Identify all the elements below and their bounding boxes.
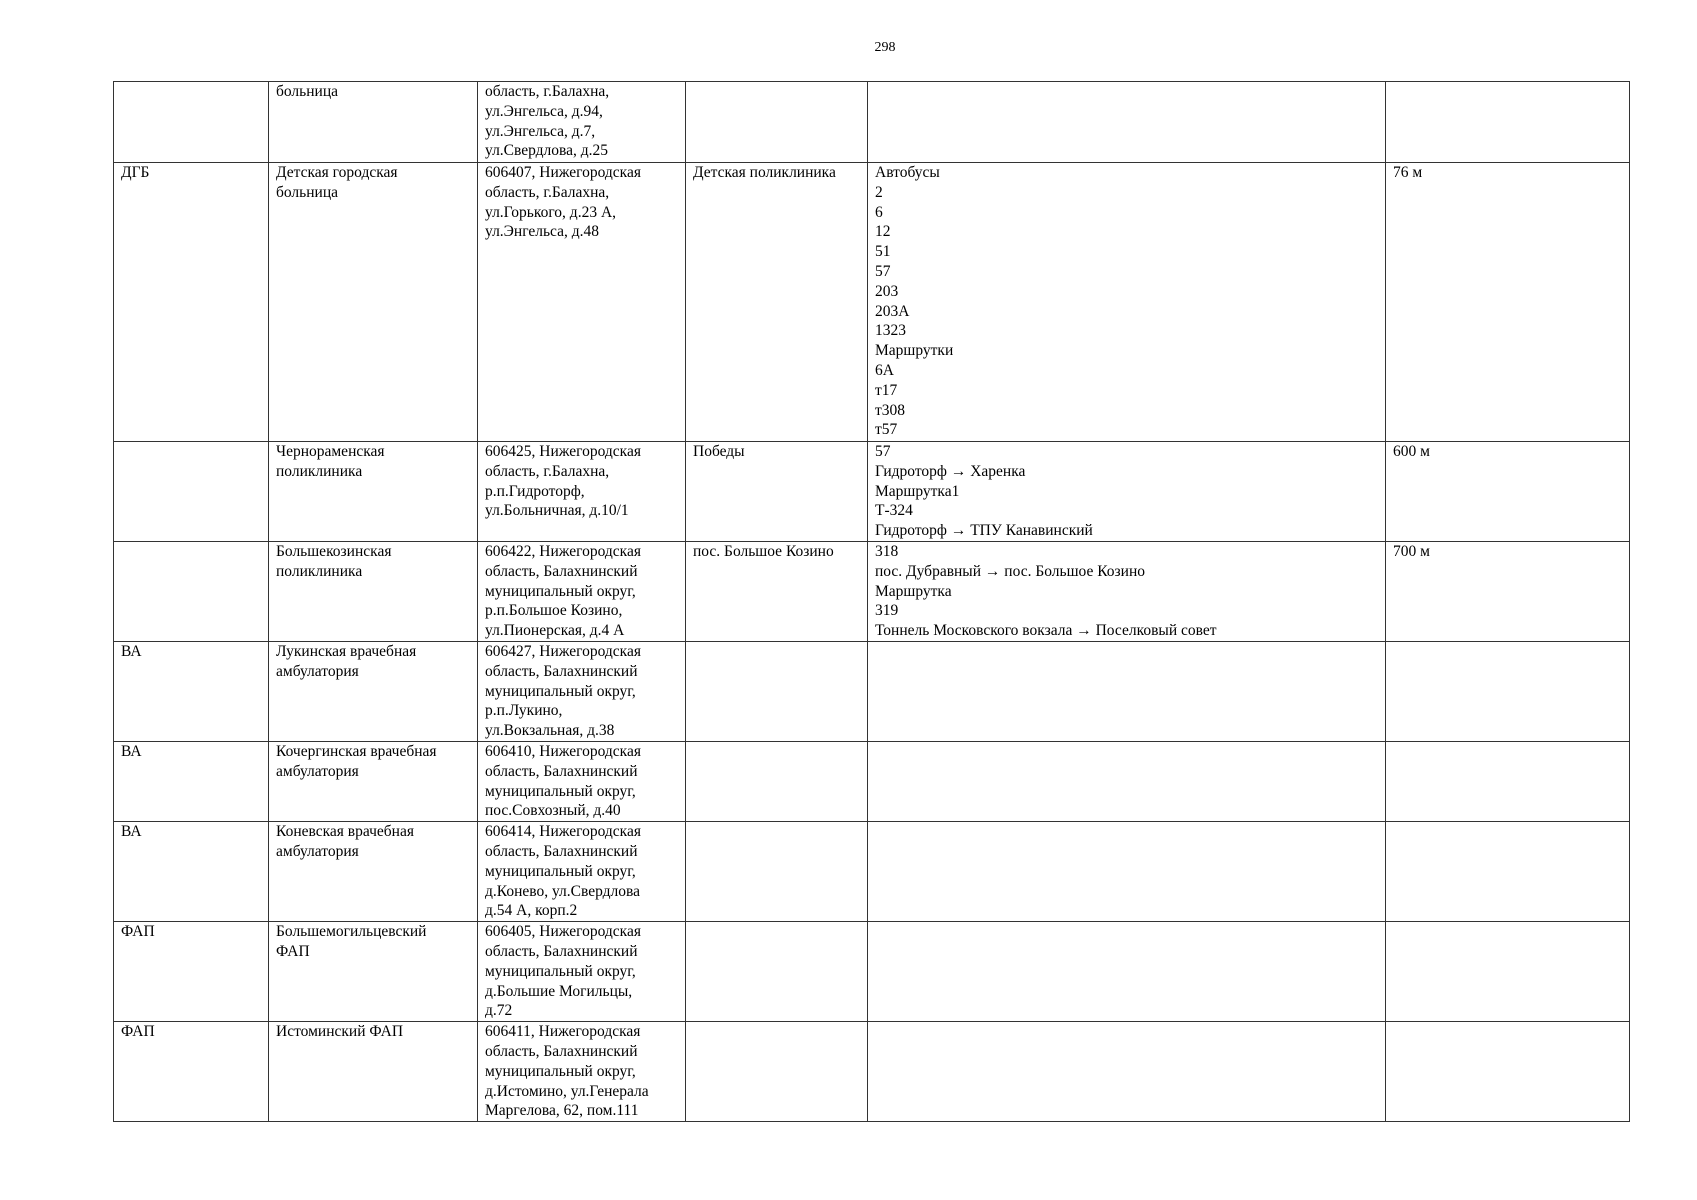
- transport-routes-line: 319: [875, 602, 899, 620]
- transport-routes-line: Гидроторф → ТПУ Канавинский: [875, 522, 1093, 540]
- table-row: [114, 922, 1630, 1022]
- bus-stop-cell: пос. Большое Козино: [686, 541, 868, 641]
- facility-address-line: муниципальный округ,: [485, 862, 636, 880]
- facility-address-line: муниципальный округ,: [485, 682, 636, 700]
- facility-name-cell: [269, 822, 478, 922]
- bus-stop-cell: [686, 741, 868, 821]
- facility-name-line: поликлиника: [276, 462, 363, 480]
- transport-routes-line: 318: [875, 542, 899, 560]
- facility-name-line: Кочергинская врачебная: [276, 742, 437, 760]
- facility-address-line: муниципальный округ,: [485, 962, 636, 980]
- table-row: [114, 1022, 1630, 1122]
- facility-name-line: амбулатория: [276, 662, 359, 680]
- distance-cell: 700 м: [1386, 541, 1630, 641]
- facility-address-cell: [478, 641, 686, 741]
- facility-name-line: больница: [276, 83, 338, 100]
- transport-routes-line: 57: [875, 443, 891, 460]
- bus-stop-cell: [686, 822, 868, 922]
- facility-name-cell: [269, 922, 478, 1022]
- facility-code-cell: ФАП: [114, 1022, 269, 1122]
- facility-name-line: ФАП: [276, 942, 310, 960]
- transport-routes-line: т57: [875, 421, 898, 439]
- table-row: [114, 442, 1630, 542]
- facility-address-line: 606427, Нижегородская: [485, 642, 641, 660]
- distance-cell: [1386, 1022, 1630, 1122]
- facility-address-line: область, г.Балахна,: [485, 83, 610, 100]
- facility-address-line: 606411, Нижегородская: [485, 1023, 641, 1041]
- facility-name-cell: [269, 163, 478, 442]
- bus-stop-cell: Детская поликлиника: [686, 163, 868, 442]
- table-row: [114, 541, 1630, 641]
- facility-code-cell: ВА: [114, 822, 269, 922]
- facility-name-line: Лукинская врачебная: [276, 642, 417, 660]
- facility-address-line: ул.Больничная, д.10/1: [485, 502, 629, 520]
- facility-name-cell: [269, 442, 478, 542]
- facility-name-line: Чернораменская: [276, 443, 385, 460]
- facility-name-line: амбулатория: [276, 842, 359, 860]
- facility-address-cell: [478, 1022, 686, 1122]
- facility-name-line: Коневская врачебная: [276, 823, 414, 841]
- transport-routes-line: т17: [875, 381, 898, 399]
- facility-address-line: ул.Энгельса, д.7,: [485, 122, 596, 140]
- transport-routes-cell: [868, 1022, 1386, 1122]
- facility-address-line: муниципальный округ,: [485, 1062, 636, 1080]
- facility-code-cell: ДГБ: [114, 163, 269, 442]
- facility-address-line: область, Балахнинский: [485, 1042, 638, 1060]
- facility-name-line: Детская городская: [276, 164, 398, 181]
- bus-stop-cell: [686, 922, 868, 1022]
- facility-address-line: 606422, Нижегородская: [485, 542, 641, 560]
- transport-routes-cell: [868, 822, 1386, 922]
- table-row: [114, 741, 1630, 821]
- facility-address-line: р.п.Большое Козино,: [485, 602, 623, 620]
- distance-cell: [1386, 741, 1630, 821]
- facility-name-cell: [269, 82, 478, 163]
- facility-address-line: ул.Вокзальная, д.38: [485, 722, 615, 740]
- transport-routes-line: 57: [875, 262, 891, 280]
- transport-routes-cell: [868, 541, 1386, 641]
- distance-cell: [1386, 641, 1630, 741]
- facility-address-line: 606414, Нижегородская: [485, 823, 641, 841]
- facility-name-cell: [269, 641, 478, 741]
- facility-address-line: д.54 А, корп.2: [485, 902, 578, 920]
- facility-address-cell: [478, 163, 686, 442]
- facility-name-line: Большемогильцевский: [276, 923, 427, 941]
- transport-routes-line: Маршрутки: [875, 342, 954, 360]
- bus-stop-cell: [686, 641, 868, 741]
- facility-address-line: Маргелова, 62, пом.111: [485, 1102, 639, 1120]
- facility-address-line: ул.Энгельса, д.48: [485, 223, 600, 241]
- facility-address-line: 606407, Нижегородская: [485, 164, 641, 181]
- transport-routes-line: 6А: [875, 361, 894, 379]
- facility-code-cell: [114, 541, 269, 641]
- transport-routes-cell: [868, 442, 1386, 542]
- facility-code-cell: ВА: [114, 641, 269, 741]
- facility-name-line: поликлиника: [276, 562, 363, 580]
- transport-routes-cell: [868, 922, 1386, 1022]
- facility-address-line: область, Балахнинский: [485, 662, 638, 680]
- transport-routes-line: 1323: [875, 322, 906, 340]
- facility-address-line: д.Конево, ул.Свердлова: [485, 882, 640, 900]
- table-row: [114, 163, 1630, 442]
- facility-address-cell: [478, 741, 686, 821]
- facilities-table: [113, 81, 1630, 1122]
- facility-address-line: пос.Совхозный, д.40: [485, 802, 621, 820]
- facility-code-cell: ФАП: [114, 922, 269, 1022]
- transport-routes-line: пос. Дубравный → пос. Большое Козино: [875, 562, 1145, 580]
- distance-cell: [1386, 822, 1630, 922]
- facility-address-line: область, г.Балахна,: [485, 183, 610, 201]
- facility-address-line: р.п.Лукино,: [485, 702, 563, 720]
- facility-name-cell: [269, 1022, 478, 1122]
- transport-routes-cell: [868, 163, 1386, 442]
- facility-address-line: ул.Свердлова, д.25: [485, 142, 609, 160]
- transport-routes-line: 203: [875, 282, 899, 300]
- transport-routes-line: Автобусы: [875, 164, 940, 181]
- facility-address-line: р.п.Гидроторф,: [485, 482, 585, 500]
- transport-routes-cell: [868, 741, 1386, 821]
- transport-routes-line: Маршрутка1: [875, 482, 960, 500]
- transport-routes-cell: [868, 82, 1386, 163]
- distance-cell: [1386, 82, 1630, 163]
- facility-address-cell: [478, 822, 686, 922]
- distance-cell: 76 м: [1386, 163, 1630, 442]
- facility-address-line: ул.Энгельса, д.94,: [485, 102, 603, 120]
- table-row: [114, 641, 1630, 741]
- facility-code-cell: [114, 82, 269, 163]
- facility-name-line: Большекозинская: [276, 542, 392, 560]
- transport-routes-line: Тоннель Московского вокзала → Поселковый совет: [875, 622, 1217, 640]
- facility-name-line: Истоминский ФАП: [276, 1023, 404, 1041]
- table-body: [114, 82, 1630, 1122]
- transport-routes-line: 12: [875, 223, 891, 241]
- facility-address-line: муниципальный округ,: [485, 782, 636, 800]
- distance-cell: 600 м: [1386, 442, 1630, 542]
- facility-address-line: 606425, Нижегородская: [485, 443, 641, 460]
- bus-stop-cell: [686, 82, 868, 163]
- transport-routes-line: 6: [875, 203, 883, 221]
- facility-address-cell: [478, 82, 686, 163]
- bus-stop-cell: Победы: [686, 442, 868, 542]
- facility-address-line: область, Балахнинский: [485, 562, 638, 580]
- facility-name-cell: [269, 541, 478, 641]
- facility-address-line: область, Балахнинский: [485, 762, 638, 780]
- facility-address-line: ул.Горького, д.23 А,: [485, 203, 617, 221]
- bus-stop-cell: [686, 1022, 868, 1122]
- facility-address-cell: [478, 442, 686, 542]
- facility-code-cell: [114, 442, 269, 542]
- transport-routes-line: 51: [875, 243, 891, 261]
- facility-name-cell: [269, 741, 478, 821]
- transport-routes-line: т308: [875, 401, 906, 419]
- facility-name-line: больница: [276, 183, 338, 201]
- facility-address-cell: [478, 541, 686, 641]
- facility-address-line: 606410, Нижегородская: [485, 742, 641, 760]
- facility-address-line: д.Большие Могильцы,: [485, 982, 633, 1000]
- facility-address-line: 606405, Нижегородская: [485, 923, 641, 941]
- facility-address-line: д.Истомино, ул.Генерала: [485, 1082, 649, 1100]
- transport-routes-line: 2: [875, 183, 883, 201]
- facility-address-line: область, Балахнинский: [485, 842, 638, 860]
- facility-address-line: д.72: [485, 1002, 513, 1020]
- transport-routes-cell: [868, 641, 1386, 741]
- transport-routes-line: Гидроторф → Харенка: [875, 462, 1026, 480]
- facility-address-line: муниципальный округ,: [485, 582, 636, 600]
- facility-address-line: ул.Пионерская, д.4 А: [485, 622, 625, 640]
- facility-name-line: амбулатория: [276, 762, 359, 780]
- table-row: [114, 82, 1630, 163]
- distance-cell: [1386, 922, 1630, 1022]
- table-row: [114, 822, 1630, 922]
- transport-routes-line: Т-324: [875, 502, 913, 520]
- page-number: 298: [874, 40, 896, 55]
- facility-address-cell: [478, 922, 686, 1022]
- transport-routes-line: 203А: [875, 302, 910, 320]
- transport-routes-line: Маршрутка: [875, 582, 952, 600]
- facility-address-line: область, Балахнинский: [485, 942, 638, 960]
- facility-address-line: область, г.Балахна,: [485, 462, 610, 480]
- facility-code-cell: ВА: [114, 741, 269, 821]
